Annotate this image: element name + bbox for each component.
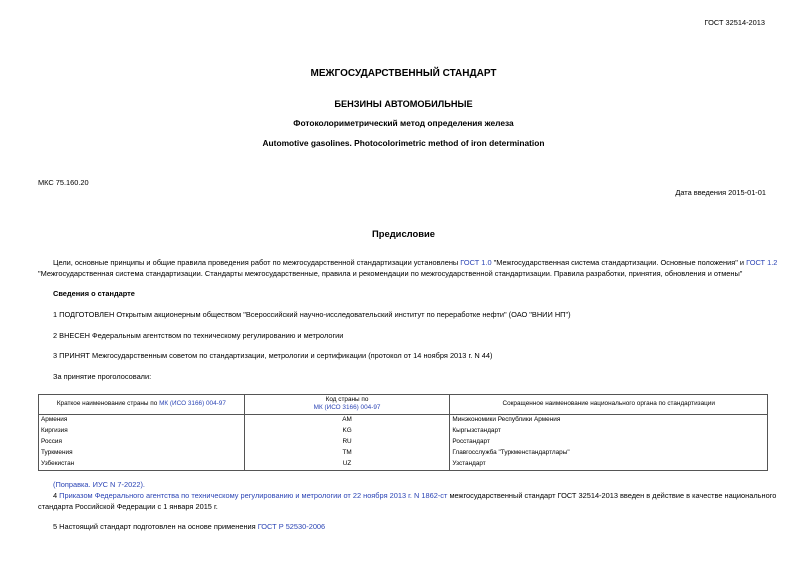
- cell-body: Кыргызстандарт: [450, 426, 768, 437]
- info-item-4-line1: [53, 491, 776, 500]
- gost-r-52530-link[interactable]: ГОСТ Р 52530-2006: [257, 522, 326, 531]
- document-title-english: Automotive gasolines. Photocolorimetric method of iron determination: [262, 138, 545, 148]
- table-header-row: [39, 395, 768, 415]
- gost-1-2-link[interactable]: ГОСТ 1.2: [746, 258, 778, 267]
- item-4-text: межгосударственный стандарт ГОСТ 32514-2013 введен в действие в качестве национального: [447, 491, 777, 500]
- cell-body: Главгосслужба "Туркменстандартлары": [450, 448, 768, 459]
- introduction-date: Дата введения 2015-01-01: [675, 188, 766, 197]
- info-item-3: 3 ПРИНЯТ Межгосударственным советом по стандартизации, метрологии и сертификации (протокол от 14 ноября 2013 г. N 44): [53, 351, 493, 360]
- header-national-body: Сокращенное наименование национального органа по стандартизации: [450, 395, 768, 415]
- table-row: [39, 459, 768, 471]
- item-5-text: 5 Настоящий стандарт подготовлен на основе применения: [53, 522, 258, 531]
- document-subtitle: Фотоколориметрический метод определения железа: [293, 118, 514, 128]
- cell-body: Росстандарт: [450, 437, 768, 448]
- info-item-5: [53, 522, 325, 531]
- header-code-text: Код страны по: [325, 396, 369, 403]
- table-row: [39, 437, 768, 448]
- voting-countries-table: [38, 394, 768, 471]
- info-item-1: 1 ПОДГОТОВЛЕН Открытым акционерным обществом "Всероссийский научно-исследовательский институт по переработке нефти" (ОАО "ВНИИ НП"): [53, 310, 571, 319]
- cell-country: Киргизия: [39, 426, 245, 437]
- table-row: [39, 448, 768, 459]
- document-title: БЕНЗИНЫ АВТОМОБИЛЬНЫЕ: [334, 99, 473, 109]
- info-item-2: 2 ВНЕСЕН Федеральным агентством по техническому регулированию и метрологии: [53, 331, 344, 340]
- cell-code: KG: [244, 426, 450, 437]
- item-4-number: 4: [53, 491, 60, 500]
- document-code: ГОСТ 32514-2013: [704, 18, 765, 27]
- cell-code: UZ: [244, 459, 450, 471]
- intro-text-part1: Цели, основные принципы и общие правила проведения работ по межгосударственной стандартизации установлены: [53, 258, 461, 267]
- cell-country: Армения: [39, 414, 245, 426]
- mk-iso-3166-link[interactable]: МК (ИСО 3166) 004-97: [159, 399, 226, 407]
- header-country-text: Краткое наименование страны по: [56, 399, 160, 407]
- cell-country: Узбекистан: [39, 459, 245, 471]
- cell-code: RU: [244, 437, 450, 448]
- order-link[interactable]: Приказом Федерального агентства по техническому регулированию и метрологии от 22 ноября 2013 г. N 1862-ст: [59, 491, 448, 500]
- cell-body: Узстандарт: [450, 459, 768, 471]
- standard-info-heading: Сведения о стандарте: [53, 289, 135, 298]
- voted-label: За принятие проголосовали:: [53, 372, 152, 381]
- table-row: [39, 414, 768, 426]
- cell-code: AM: [244, 414, 450, 426]
- header-country-name: [39, 395, 245, 415]
- intro-text-part2: "Межгосударственная система стандартизации. Основные положения" и: [491, 258, 747, 267]
- mks-code: МКС 75.160.20: [38, 178, 89, 187]
- cell-code: TM: [244, 448, 450, 459]
- standard-kind-heading: МЕЖГОСУДАРСТВЕННЫЙ СТАНДАРТ: [310, 68, 497, 79]
- header-country-code: [244, 395, 450, 415]
- table-row: [39, 426, 768, 437]
- intro-paragraph-line1: [53, 258, 777, 267]
- info-item-4-line2: стандарта Российской Федерации с 1 января 2015 г.: [38, 502, 218, 511]
- cell-country: Туркмения: [39, 448, 245, 459]
- gost-1-0-link[interactable]: ГОСТ 1.0: [460, 258, 492, 267]
- intro-paragraph-line2: "Межгосударственная система стандартизации. Стандарты межгосударственные, правила и рекомендации по межгосударственной стандартизации. Правила разработки, принятия, обновления и отмены": [38, 269, 743, 278]
- cell-body: Минэкономики Республики Армения: [450, 414, 768, 426]
- cell-country: Россия: [39, 437, 245, 448]
- amendment-link[interactable]: (Поправка. ИУС N 7-2022).: [53, 480, 145, 489]
- preface-heading: Предисловие: [372, 228, 435, 239]
- mk-iso-3166-code-link[interactable]: МК (ИСО 3166) 004-97: [313, 403, 381, 411]
